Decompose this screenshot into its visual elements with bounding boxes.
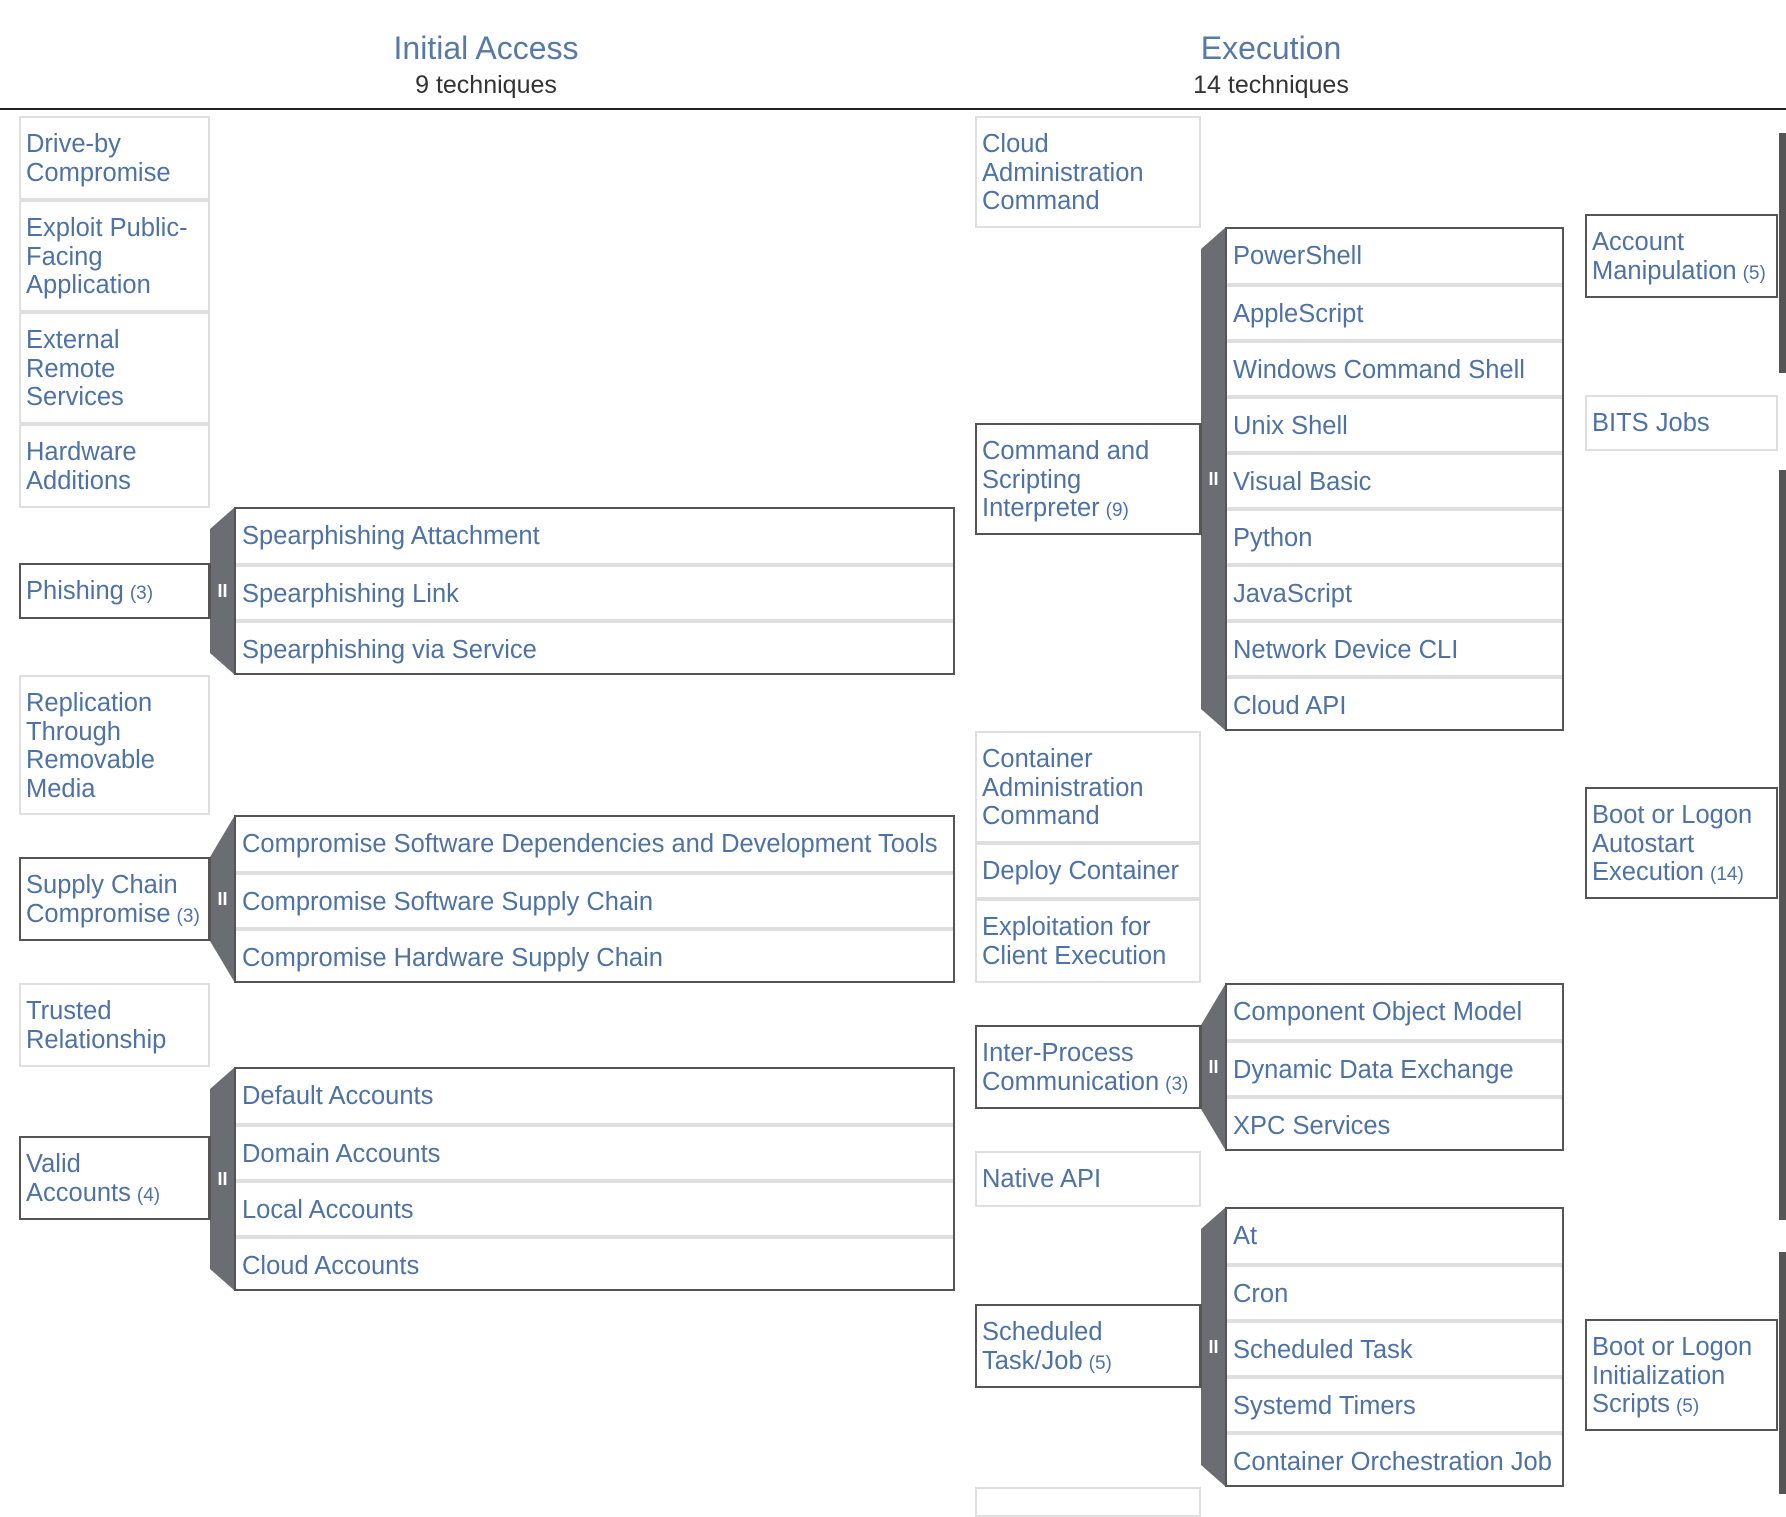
subtechnique-cron[interactable] [1227,1263,1562,1319]
subtechnique-label: Visual Basic [1233,468,1372,496]
technique-exploit-public-facing-application[interactable] [19,200,210,312]
subtechnique-count: (14) [1710,864,1744,885]
subtechnique-list-valid-accounts [234,1067,955,1291]
subtechnique-systemd-timers[interactable] [1227,1375,1562,1431]
subtechnique-at[interactable] [1227,1209,1562,1263]
subtechnique-count: (5) [1088,1352,1112,1374]
technique-count: 9 techniques [415,71,557,99]
subtechnique-label: Windows Command Shell [1233,356,1525,384]
expand-handle-icon[interactable]: II [1208,1057,1219,1077]
subtechnique-count: (3) [176,905,200,927]
subtechnique-label: At [1233,1222,1258,1250]
subtechnique-dynamic-data-exchange[interactable] [1227,1039,1562,1095]
subtechnique-default-accounts[interactable] [236,1069,953,1123]
subtechnique-label: Systemd Timers [1233,1392,1416,1420]
subtechnique-list-phishing [234,507,955,675]
technique-label: Boot or Logon Autostart Execution [1592,801,1753,886]
subtechnique-label: Component Object Model [1233,998,1523,1026]
subtechnique-label: Compromise Software Dependencies and Development Tools [242,830,938,858]
technique-label: Valid Accounts [26,1150,131,1207]
expand-handle-icon[interactable]: II [217,581,228,601]
subtechnique-javascript[interactable] [1227,563,1562,619]
technique-label: Scheduled Task/Job [982,1318,1103,1375]
technique-label: Drive-by Compromise [26,130,171,187]
technique-label: Cloud Administration Command [982,130,1144,215]
subtechnique-sidebar-edge[interactable] [1779,1252,1786,1494]
technique-label: Boot or Logon Initialization Scripts [1592,1333,1753,1418]
subtechnique-label: Container Orchestration Job [1233,1448,1552,1476]
technique-label: Native API [982,1165,1102,1193]
technique-label: Trusted Relationship [26,997,167,1054]
subtechnique-compromise-software-dependencies[interactable] [236,817,953,871]
technique-boot-or-logon-autostart-execution[interactable] [1585,787,1778,899]
technique-label: Container Administration Command [982,745,1144,830]
technique-label: Account Manipulation [1592,228,1737,285]
technique-label: Exploitation for Client Execution [982,913,1167,970]
technique-deploy-container[interactable] [975,843,1201,899]
subtechnique-spearphishing-attachment[interactable] [236,509,953,563]
subtechnique-list-supply-chain [234,815,955,983]
subtechnique-cloud-api[interactable] [1227,675,1562,729]
subtechnique-xpc-services[interactable] [1227,1095,1562,1149]
subtechnique-windows-command-shell[interactable] [1227,339,1562,395]
technique-trusted-relationship[interactable] [19,983,210,1067]
subtechnique-label: Default Accounts [242,1082,434,1110]
technique-scheduled-task-job[interactable] [975,1304,1201,1388]
expand-handle-icon[interactable]: II [1208,469,1219,489]
technique-label: Deploy Container [982,857,1180,885]
subtechnique-scheduled-task[interactable] [1227,1319,1562,1375]
technique-valid-accounts[interactable] [19,1136,210,1220]
subtechnique-list-command-scripting [1225,227,1564,731]
subtechnique-label: Network Device CLI [1233,636,1459,664]
subtechnique-label: Spearphishing Link [242,580,459,608]
subtechnique-list-scheduled [1225,1207,1564,1487]
technique-inter-process-communication[interactable] [975,1025,1201,1109]
subtechnique-label: Cloud API [1233,692,1347,720]
technique-hardware-additions[interactable] [19,424,210,508]
subtechnique-visual-basic[interactable] [1227,451,1562,507]
technique-count: 14 techniques [1193,71,1349,99]
technique-label: Phishing [26,577,124,605]
subtechnique-label: Scheduled Task [1233,1336,1413,1364]
technique-supply-chain-compromise[interactable] [19,857,210,941]
subtechnique-label: Unix Shell [1233,412,1348,440]
technique-label: Supply Chain Compromise [26,871,178,928]
technique-drive-by-compromise[interactable] [19,116,210,200]
technique-cell-partial[interactable] [975,1487,1201,1517]
subtechnique-unix-shell[interactable] [1227,395,1562,451]
header-divider [0,108,1786,110]
tactic-title[interactable]: Execution [1200,30,1342,66]
technique-label: BITS Jobs [1592,409,1710,437]
technique-exploitation-for-client-execution[interactable] [975,899,1201,983]
subtechnique-spearphishing-via-service[interactable] [236,619,953,673]
subtechnique-label: XPC Services [1233,1112,1391,1140]
subtechnique-powershell[interactable] [1227,229,1562,283]
technique-boot-or-logon-initialization-scripts[interactable] [1585,1319,1778,1431]
subtechnique-count: (3) [129,583,154,604]
subtechnique-label: Dynamic Data Exchange [1233,1056,1514,1084]
subtechnique-local-accounts[interactable] [236,1179,953,1235]
subtechnique-label: JavaScript [1233,580,1353,608]
subtechnique-label: Spearphishing via Service [242,636,537,664]
technique-command-and-scripting-interpreter[interactable] [975,423,1201,535]
subtechnique-compromise-hardware-supply-chain[interactable] [236,927,953,981]
technique-account-manipulation[interactable] [1585,214,1778,298]
subtechnique-sidebar-edge[interactable] [1779,470,1786,1220]
expand-handle-icon[interactable]: II [1208,1337,1219,1357]
subtechnique-label: PowerShell [1233,242,1362,270]
subtechnique-count: (4) [136,1184,161,1206]
technique-cloud-administration-command[interactable] [975,116,1201,228]
subtechnique-domain-accounts[interactable] [236,1123,953,1179]
subtechnique-applescript[interactable] [1227,283,1562,339]
technique-label: Hardware Additions [26,438,137,495]
subtechnique-label: Local Accounts [242,1196,414,1224]
technique-label: Command and Scripting Interpreter [982,437,1150,522]
subtechnique-label: Compromise Hardware Supply Chain [242,944,663,972]
expand-handle-icon[interactable]: II [217,889,228,909]
technique-external-remote-services[interactable] [19,312,210,424]
subtechnique-label: Python [1233,524,1313,552]
subtechnique-compromise-software-supply-chain[interactable] [236,871,953,927]
expand-handle-icon[interactable]: II [217,1169,228,1189]
subtechnique-label: Domain Accounts [242,1140,441,1168]
tactic-title[interactable]: Initial Access [393,30,579,66]
technique-bits-jobs[interactable] [1585,395,1778,451]
subtechnique-spearphishing-link[interactable] [236,563,953,619]
subtechnique-python[interactable] [1227,507,1562,563]
subtechnique-count: (9) [1105,500,1129,521]
tactic-header-initial-access [336,26,636,100]
subtechnique-label: Spearphishing Attachment [242,522,540,550]
subtechnique-label: Cron [1233,1280,1289,1308]
subtechnique-label: Cloud Accounts [242,1252,420,1280]
technique-phishing[interactable] [19,563,210,619]
technique-label: Exploit Public-Facing Application [26,214,188,299]
subtechnique-container-orchestration-job[interactable] [1227,1431,1562,1485]
tactic-header-execution [1121,26,1421,100]
technique-replication-through-removable-media[interactable] [19,675,210,815]
subtechnique-sidebar-edge[interactable] [1779,133,1786,373]
subtechnique-list-ipc [1225,983,1564,1151]
technique-label: Inter-Process Communication [982,1039,1160,1096]
technique-native-api[interactable] [975,1151,1201,1207]
subtechnique-label: AppleScript [1233,300,1364,328]
subtechnique-cloud-accounts[interactable] [236,1235,953,1289]
subtechnique-component-object-model[interactable] [1227,985,1562,1039]
subtechnique-count: (5) [1675,1396,1700,1417]
technique-label: Replication Through Removable Media [26,689,155,803]
technique-label: External Remote Services [26,326,124,411]
subtechnique-count: (5) [1742,262,1766,284]
technique-container-administration-command[interactable] [975,731,1201,843]
subtechnique-network-device-cli[interactable] [1227,619,1562,675]
subtechnique-label: Compromise Software Supply Chain [242,888,654,916]
subtechnique-count: (3) [1165,1073,1189,1095]
